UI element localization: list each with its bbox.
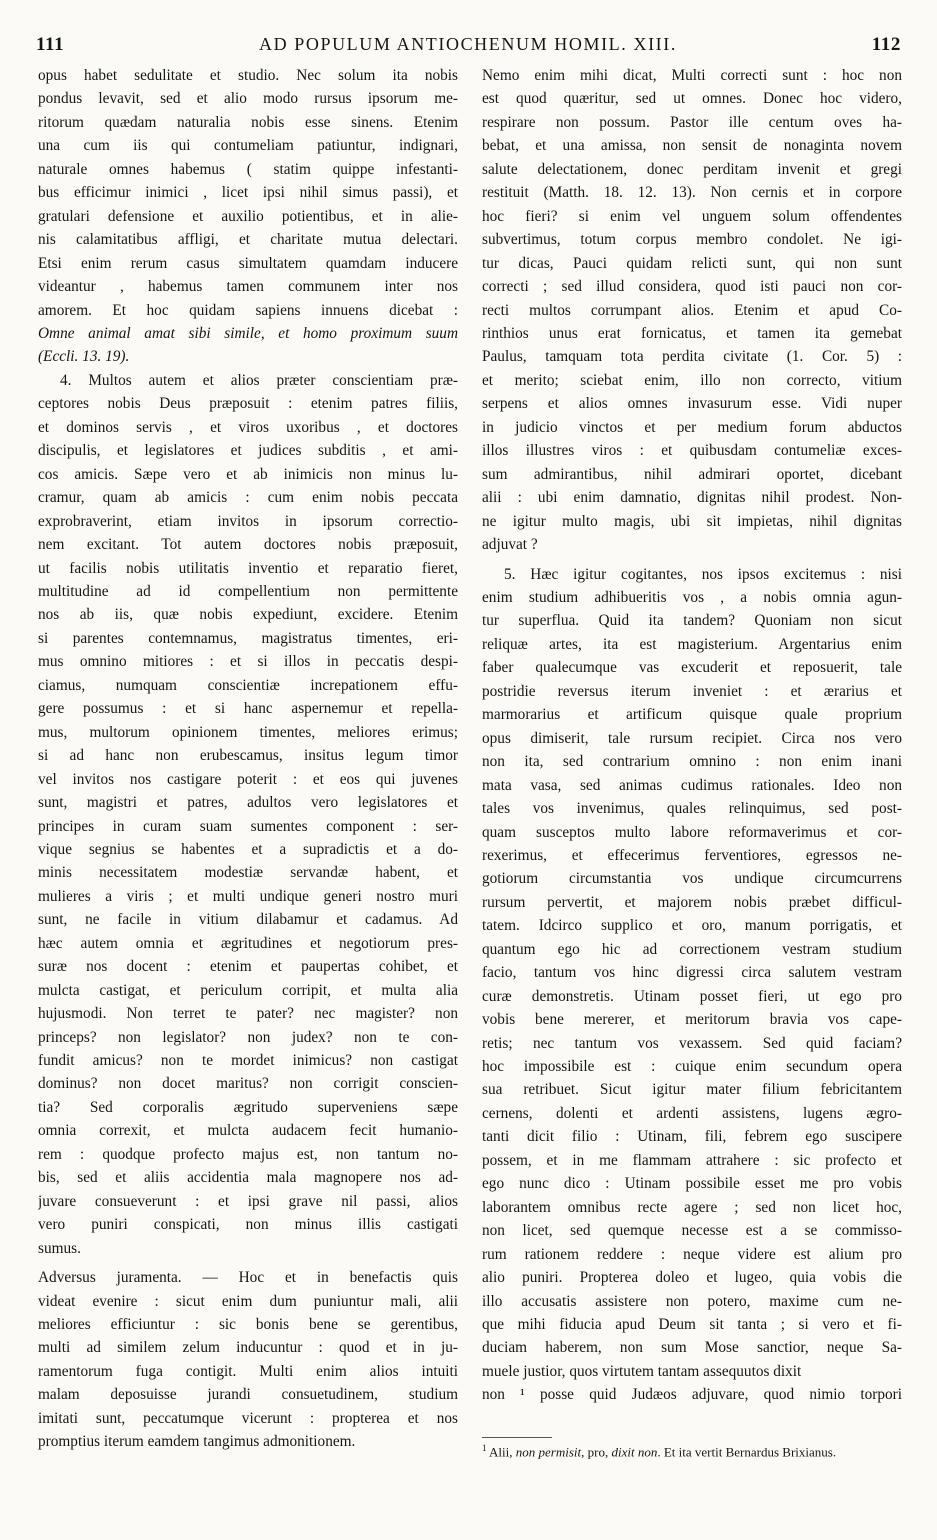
text-line: una cum iis qui contumeliam patiuntur, indignari, xyxy=(38,137,458,155)
footnote-text-e: . Et ita vertit Bernardus Brixianus. xyxy=(657,1444,837,1460)
text-line: non licet, sed quemque necesse est a se commisso- xyxy=(482,1222,902,1240)
text-line: bebat, et una amissa, non sensit de nonaginta novem xyxy=(482,137,902,155)
text-line: hæc autem omnia et ægritudines et negotiorum pres- xyxy=(38,934,458,952)
text-line: retis; nec tantum vos vexassem. Sed quid faciam? xyxy=(482,1034,902,1052)
text-line: vero puniri conspicati, non minus illis castigati xyxy=(38,1216,458,1234)
text-line: ciamus, numquam conscientiæ increpationem effu- xyxy=(38,676,458,694)
text-line: rem : quodque profecto majus est, non tantum no- xyxy=(38,1145,458,1163)
text-line: curæ demonstretis. Utinam posset fieri, ut ego pro xyxy=(482,987,902,1005)
footnote-variant-1: non permisit xyxy=(515,1444,582,1460)
text-line: rinthios unus erat fornicatus, et tamen ita gemebat xyxy=(482,324,902,342)
text-line: quantum ego hic ad correctionem vestram studium xyxy=(482,940,902,958)
text-line: opus dimiserit, tale rursum recipiet. Circa nos vero xyxy=(482,729,902,747)
text-line: omnia correxit, et mulcta audacem fecit humanio- xyxy=(38,1122,458,1140)
text-line: gratulari defensione et auxilio potientibus, et in alie- xyxy=(38,207,458,225)
text-line: bis, sed et aliis accidentia mala magnopere nos ad- xyxy=(38,1169,458,1187)
text-line: est quod quæritur, sed ut omnes. Donec hoc videro, xyxy=(482,90,902,108)
text-line: laborantem omnibus recte agere ; sed non licet hoc, xyxy=(482,1198,902,1216)
text-line: enim studium adhibueritis vos , a nobis omnia agun- xyxy=(482,588,902,606)
text-line: fundit amicus? non te mordet inimicus? non castigat xyxy=(38,1052,458,1070)
text-line: non ita, sed contrarium omnino : non enim inani xyxy=(482,753,902,771)
text-line: illo accusatis assistere non potero, maxime cum ne- xyxy=(482,1292,902,1310)
text-line: cos amicis. Sæpe vero et ab inimicis non minus lu- xyxy=(38,465,458,483)
text-line: minis necessitatem modestiæ servandæ habent, et xyxy=(38,864,458,882)
text-line: 4. Multos autem et alios præter conscientiam præ- xyxy=(60,371,458,389)
text-line: suræ nos docent : etenim et paupertas cohibet, et xyxy=(38,958,458,976)
text-line: hujusmodi. Non terret te pater? nec magister? non xyxy=(38,1005,458,1023)
text-line: postridie reversus iterum inveniet : et ærarius et xyxy=(482,682,902,700)
text-line: et merito; sciebat enim, illo non correcto, vitium xyxy=(482,371,902,389)
text-line: illos illustres viros : et quibusdam contumeliæ exces- xyxy=(482,442,902,460)
text-line: recti multos corrumpant alios. Etenim et apud Co- xyxy=(482,301,902,319)
text-line: principes in curam suam sumentes component : ser- xyxy=(38,817,458,835)
footnote-mark: 1 xyxy=(482,1443,487,1453)
footnote-text-c: , pro, xyxy=(581,1444,612,1460)
text-line: nis calamitatibus affligi, et charitate mutua delectari. xyxy=(38,231,458,249)
text-line: multi ad similem zelum inducuntur : quod et in ju- xyxy=(38,1339,458,1357)
text-line: multitudine ad id compellentium non permittente xyxy=(38,582,458,600)
text-line: gotiorum circumstantia vos undique circumcurrens xyxy=(482,870,902,888)
text-line: subvertimus, totum corpus membro condolet. Ne igi- xyxy=(482,231,902,249)
footnote-rule xyxy=(482,1437,552,1438)
text-line: correcti ; sed illud considera, quod isti pauci non cor- xyxy=(482,278,902,296)
text-line: videantur , habemus tamen communem inter nos xyxy=(38,278,458,296)
text-line: hoc fieri? si enim vel unguem solum offendentes xyxy=(482,207,902,225)
text-line: mus, multorum opinionem timentes, meliores erimus; xyxy=(38,723,458,741)
text-line: (Eccli. 13. 19). xyxy=(38,348,130,366)
text-line: rexerimus, et effecerimus ferventiores, egressos ne- xyxy=(482,846,902,864)
footnote-text-a: Alii, xyxy=(489,1444,516,1460)
text-line: que mihi fiducia apud Deum sit tanta ; si vero et fi- xyxy=(482,1316,902,1334)
footnote-variant-2: dixit non xyxy=(611,1444,658,1460)
text-line: Etsi enim rerum casus simultatem quamdam inducere xyxy=(38,254,458,272)
text-line: vel invitos nos castigare poterit : et eos qui juvenes xyxy=(38,770,458,788)
text-line: alio puniri. Propterea doleo et lugeo, quia vobis die xyxy=(482,1269,902,1287)
text-line: muele justior, quos virtutem tantam assequutos dixit xyxy=(482,1362,802,1380)
text-line: ut facilis nobis utilitatis inventio et reparatio fieret, xyxy=(38,559,458,577)
text-line: cramur, quam ab amicis : cum enim nobis peccata xyxy=(38,489,458,507)
text-line: Omne animal amat sibi simile, et homo proximum suum xyxy=(38,324,458,342)
text-line: sum admirantibus, nihil admirari oportet, dicebant xyxy=(482,465,902,483)
text-line: rum rationem reddere : neque videre est alium pro xyxy=(482,1245,902,1263)
text-line: tur superflua. Quid ita tandem? Quoniam non sicut xyxy=(482,612,902,630)
text-line: tales vos invenimus, quales relinquimus, sed post- xyxy=(482,800,902,818)
text-line: duciam haberem, non sum Mose sanctior, neque Sa- xyxy=(482,1339,902,1357)
text-line: tatem. Idcirco supplico et oro, manum porrigatis, et xyxy=(482,917,902,935)
text-line: pondus levavit, sed et alio modo rursus ipsorum me- xyxy=(38,90,458,108)
text-line: ramentorum fuga contigit. Multi enim alios intuiti xyxy=(38,1362,458,1380)
text-line: Adversus juramenta. — Hoc et in benefactis quis xyxy=(38,1269,458,1287)
text-line: possem, et in me flammam attrahere : sic profecto et xyxy=(482,1151,902,1169)
text-line: si ad hanc non erubescamus, insitus legum timor xyxy=(38,747,458,765)
footnote xyxy=(482,1440,902,1460)
text-line: quam susceptos multo labore reformaverimus et cor- xyxy=(482,823,902,841)
text-line: vobis bene mererer, et meritorum bravia vos cape- xyxy=(482,1011,902,1029)
text-line: hoc impossibile est : cuique enim secundum opera xyxy=(482,1058,902,1076)
text-line: nos ab iis, quæ nobis expediunt, excidere. Etenim xyxy=(38,606,458,624)
text-line: 5. Hæc igitur cogitantes, nos ipsos excitemus : nisi xyxy=(504,565,902,583)
text-line: sunt, ne facile in vitium dilabamur et cadamus. Ad xyxy=(38,911,458,929)
text-line: promptius iterum eamdem tangimus admonitionem. xyxy=(38,1433,356,1451)
text-line: juvare consueverunt : et ipsi grave nil passi, alios xyxy=(38,1192,458,1210)
text-line: adjuvat ? xyxy=(482,536,538,554)
text-line: ne igitur multo magis, ubi sit impietas, nihil dignitas xyxy=(482,512,902,530)
text-line: facio, tantum vos hinc digressi circa salutem vestram xyxy=(482,964,902,982)
text-line: mus omnino mitiores : et si illos in peccatis despi- xyxy=(38,653,458,671)
text-line: mata vasa, sed animas cudimus rationales. Ideo non xyxy=(482,776,902,794)
text-line: Nemo enim mihi dicat, Multi correcti sunt : hoc non xyxy=(482,67,902,84)
text-line: in judicio vinctos et per medium forum abductos xyxy=(482,418,902,436)
text-line: nem excitant. Tot autem doctores nobis præposuit, xyxy=(38,536,458,554)
text-line: amorem. Et hoc quidam sapiens innuens dicebat : xyxy=(38,301,458,319)
text-line: non ¹ posse quid Judæos adjuvare, quod nimio torpori xyxy=(482,1386,902,1404)
text-line: ceptores nobis Deus præposuit : etenim patres filiis, xyxy=(38,395,458,413)
text-line: tanti dicit filio : Utinam, fili, febrem ego suscipere xyxy=(482,1128,902,1146)
text-line: exprobraverint, etiam invitos in ipsorum correctio- xyxy=(38,512,458,530)
page-number-right: 112 xyxy=(871,34,901,55)
text-line: salute delectationem, donec perditam invenit et gregi xyxy=(482,160,902,178)
text-line: dominus? non docet maritus? non corrigit conscien- xyxy=(38,1075,458,1093)
text-line: marmorarius et artificum quisque quale proprium xyxy=(482,706,902,724)
text-line: sunt, magistri et patres, adultos vero legislatores et xyxy=(38,794,458,812)
text-line: discipulis, et legislatores et judices subditis , et ami- xyxy=(38,442,458,460)
text-line: tia? Sed corporalis ægritudo superveniens sæpe xyxy=(38,1098,458,1116)
running-header xyxy=(36,34,901,58)
running-title: AD POPULUM ANTIOCHENUM HOMIL. XIII. xyxy=(258,34,677,54)
text-line: sumus. xyxy=(38,1239,81,1257)
text-line: naturale omnes habemus ( statim quippe infestanti- xyxy=(38,160,458,178)
text-line: rursum pervertit, et majorem nobis præbet difficul- xyxy=(482,893,902,911)
text-line: imitati sunt, peccatumque vicerunt : propterea et nos xyxy=(38,1409,458,1427)
text-line: serpens et alios omnes invasurum esse. Vidi nuper xyxy=(482,395,902,413)
text-line: reliquæ artes, ita est magisterium. Argentarius enim xyxy=(482,635,902,653)
text-line: cernens, dolenti et ardenti assistens, lugens ægro- xyxy=(482,1104,902,1122)
text-line: et dominos servis , et viros uxoribus , et doctores xyxy=(38,418,458,436)
text-line: mulcta castigat, et periculum corripit, et multa alia xyxy=(38,981,458,999)
text-line: mulieres a viris ; et multi undique generi nostro muri xyxy=(38,887,458,905)
text-line: restituit (Matth. 18. 12. 13). Non cernis et in corpore xyxy=(482,184,902,202)
left-text-column xyxy=(38,64,458,1454)
text-line: respirare non possum. Pastor ille centum oves ha- xyxy=(482,113,902,131)
text-line: Paulus, tamquam tota perdita civitate (1. Cor. 5) : xyxy=(482,348,902,366)
text-line: si parentes contemnamus, magistratus timentes, eri- xyxy=(38,629,458,647)
text-line: gere possumus : et si hanc aspernemur et repella- xyxy=(38,700,458,718)
text-line: videat evenire : sicut enim dum puniuntur mali, alii xyxy=(38,1292,458,1310)
text-line: sua retribuet. Sicut igitur mater filium febricitantem xyxy=(482,1081,902,1099)
text-line: princeps? non legislator? non judex? non te con- xyxy=(38,1028,458,1046)
text-line: malam deposuisse jurandi consuetudinem, studium xyxy=(38,1386,458,1404)
text-line: faber qualecumque vas excuderit et reposuerit, tale xyxy=(482,659,902,677)
text-line: meliores efficiuntur : sic bonis bene se gerentibus, xyxy=(38,1316,458,1334)
right-text-column xyxy=(482,64,902,1407)
page-number-left: 111 xyxy=(36,34,65,55)
text-line: vique segnius se habentes et a supradictis et a do- xyxy=(38,840,458,858)
text-line: opus habet sedulitate et studio. Nec solum ita nobis xyxy=(38,67,458,84)
text-line: tur dicas, Pauci quidam relicti sunt, qui non sunt xyxy=(482,254,902,272)
text-line: bus efficimur inimici , licet ipsi nihil simus passi), et xyxy=(38,184,458,202)
text-line: ego nunc dico : Utinam possibile esset me pro vobis xyxy=(482,1175,902,1193)
text-line: alii : ubi enim damnatio, dignitas nihil prodest. Non- xyxy=(482,489,902,507)
text-line: ritorum quædam naturalia nobis esse sinens. Etenim xyxy=(38,113,458,131)
